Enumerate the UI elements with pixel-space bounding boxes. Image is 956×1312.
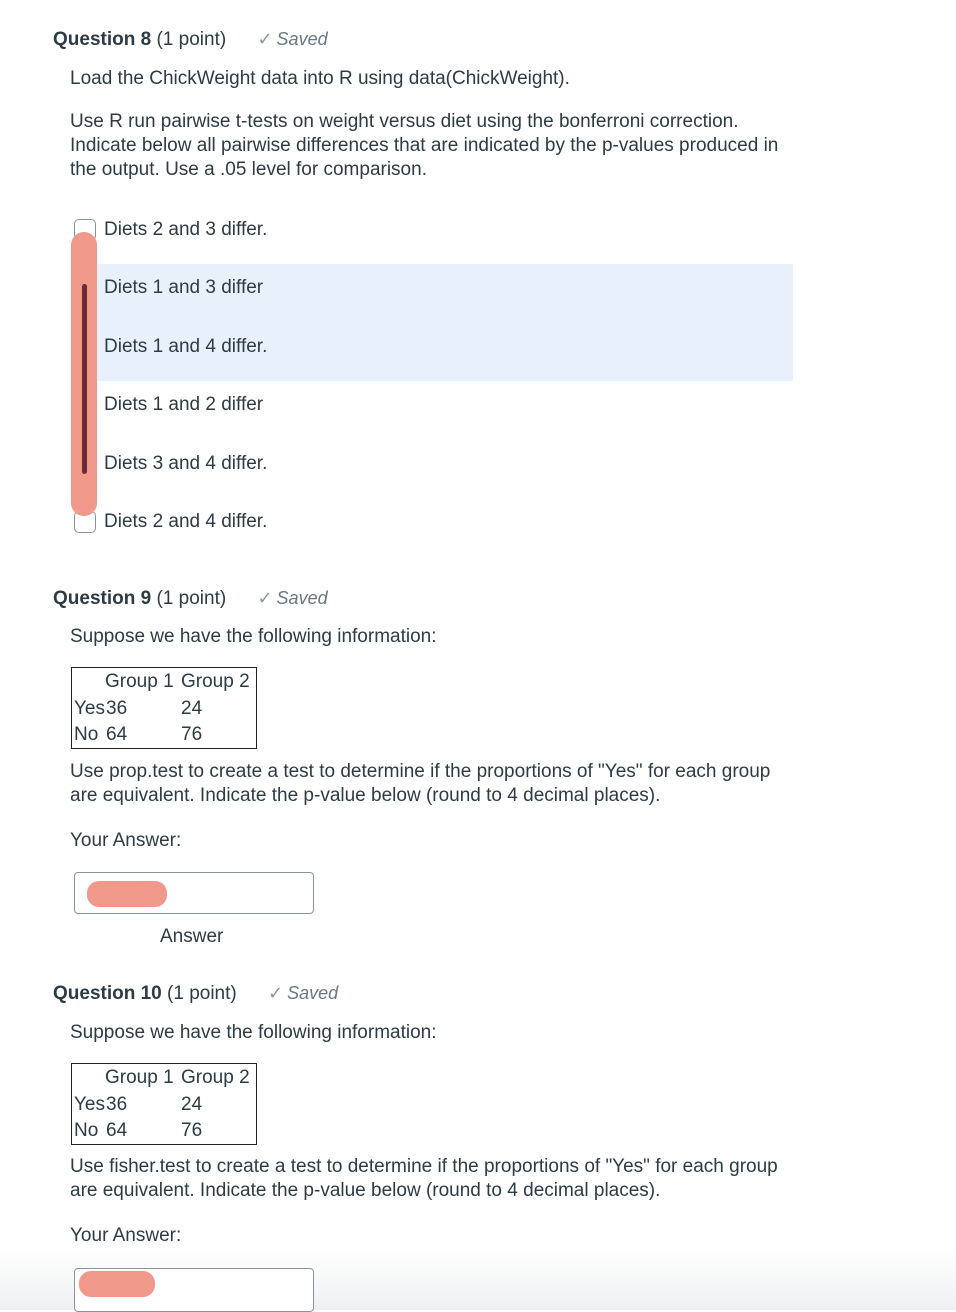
table-header-group-1: Group 1 <box>105 671 174 692</box>
answer-input-q9[interactable] <box>74 872 314 914</box>
question-points: (1 point) <box>156 588 227 609</box>
question-10-prompt: Use fisher.test to create a test to determine if the proportions of "Yes" for each group are equivalent. Indicate the p-value below (round to 4 decimal places). <box>70 1156 778 1201</box>
option-diets-3-4[interactable]: Diets 3 and 4 differ. <box>104 453 268 474</box>
contingency-table <box>71 667 257 749</box>
table-cell: 24 <box>181 698 203 719</box>
table-header-group-2: Group 2 <box>181 1067 250 1088</box>
your-answer-label: Your Answer: <box>70 1225 182 1246</box>
question-points: (1 point) <box>156 29 227 50</box>
table-cell: 76 <box>181 1120 203 1141</box>
answer-input-q10[interactable] <box>74 1268 314 1312</box>
redaction-mark <box>71 232 97 516</box>
table-cell: 24 <box>181 1094 203 1115</box>
option-diets-1-2[interactable]: Diets 1 and 2 differ <box>104 394 264 415</box>
table-row-label: Yes <box>74 1094 105 1115</box>
contingency-table <box>71 1063 257 1145</box>
table-row-label: No <box>74 724 99 745</box>
question-title: Question 9 <box>53 588 152 609</box>
table-cell: 64 <box>106 724 128 745</box>
question-9-header <box>53 588 328 610</box>
table-cell: 76 <box>181 724 203 745</box>
saved-label: Saved <box>276 29 328 49</box>
redaction-mark <box>87 881 167 907</box>
option-diets-1-3[interactable]: Diets 1 and 3 differ <box>104 277 264 298</box>
saved-status <box>257 29 327 49</box>
table-cell: 64 <box>106 1120 128 1141</box>
question-points: (1 point) <box>167 983 237 1004</box>
saved-status <box>268 983 338 1003</box>
question-8-header <box>53 29 328 51</box>
option-diets-2-4[interactable]: Diets 2 and 4 differ. <box>104 511 268 532</box>
check-icon: ✓ <box>268 983 284 1003</box>
table-cell: 36 <box>106 1094 128 1115</box>
table-row-label: No <box>74 1120 99 1141</box>
table-header-group-2: Group 2 <box>181 671 250 692</box>
your-answer-label: Your Answer: <box>70 830 182 851</box>
table-row-label: Yes <box>74 698 105 719</box>
saved-status <box>257 588 327 608</box>
saved-label: Saved <box>287 983 339 1003</box>
question-8-prompt-1: Load the ChickWeight data into R using data(ChickWeight). <box>70 68 570 89</box>
option-diets-1-4[interactable]: Diets 1 and 4 differ. <box>104 336 268 357</box>
table-cell: 36 <box>106 698 128 719</box>
saved-label: Saved <box>276 588 328 608</box>
check-icon: ✓ <box>257 588 273 608</box>
question-9-intro: Suppose we have the following information: <box>70 626 437 647</box>
option-diets-2-3[interactable]: Diets 2 and 3 differ. <box>104 219 268 240</box>
question-title: Question 10 <box>53 983 162 1004</box>
question-8-prompt-2: Use R run pairwise t-tests on weight versus diet using the bonferroni correction. Indicate below all pairwise differences that are indicated by the p-values produced in the output. Use a .05 level for comparison. <box>70 111 779 180</box>
redaction-mark <box>79 1271 155 1297</box>
question-10-intro: Suppose we have the following information: <box>70 1022 437 1043</box>
question-title: Question 8 <box>53 29 152 50</box>
question-10-header <box>53 983 338 1005</box>
answer-caption: Answer <box>160 926 224 947</box>
table-header-group-1: Group 1 <box>105 1067 174 1088</box>
question-9-prompt: Use prop.test to create a test to determine if the proportions of "Yes" for each group are equivalent. Indicate the p-value below (round to 4 decimal places). <box>70 761 771 806</box>
check-icon: ✓ <box>257 29 273 49</box>
